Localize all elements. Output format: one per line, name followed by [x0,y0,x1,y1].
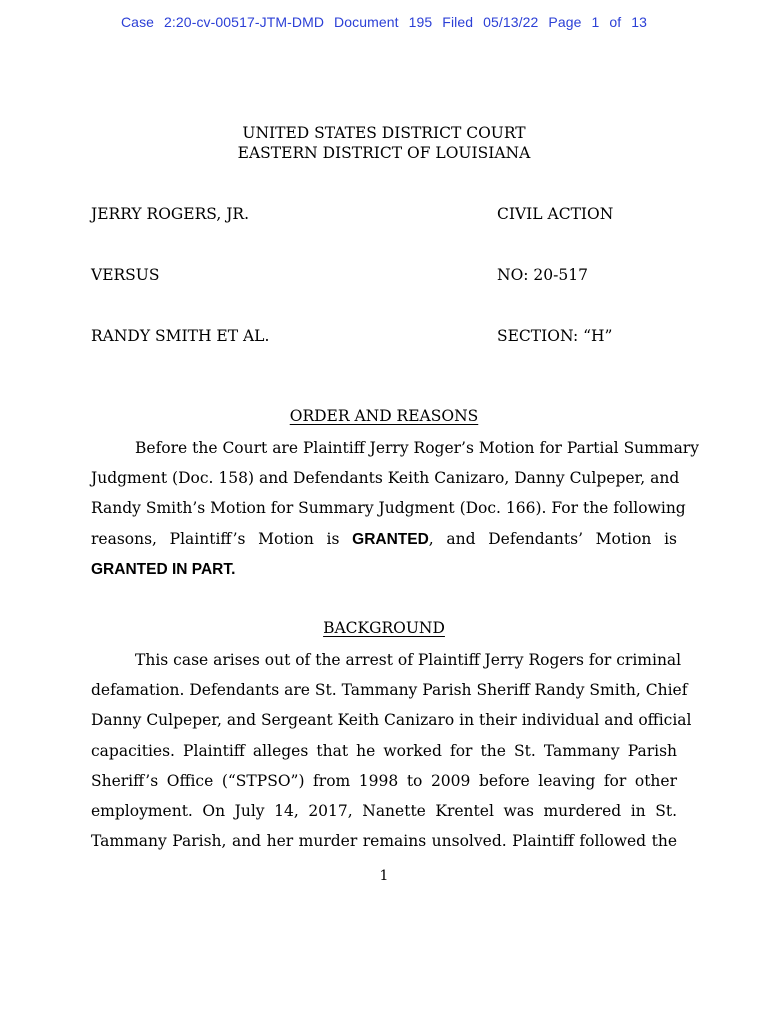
background-line-1: This case arises out of the arrest of Plaintiff Jerry Rogers for criminal [135,651,682,669]
court-name: UNITED STATES DISTRICT COURT [242,124,526,142]
background-line-3: Danny Culpeper, and Sergeant Keith Canizaro in their individual and official [91,711,692,730]
caption-civil-action: CIVIL ACTION [497,205,614,223]
ecf-header-stamp: Case 2:20-cv-00517-JTM-DMD Document 195 Filed 05/13/22 Page 1 of 13 [120,14,648,30]
page-number: 1 [379,868,389,884]
granted-in-part-text: GRANTED IN PART. [91,560,236,578]
order-paragraph [91,433,699,584]
caption-section: SECTION: “H” [497,327,613,345]
order-line-4-a: reasons, Plaintiff’s Motion is [91,529,340,548]
caption-case-number: NO: 20-517 [497,266,588,284]
order-line-5 [91,554,677,584]
order-line-4 [91,524,677,554]
order-line-4-b: , and Defendants’ Motion is [428,529,677,548]
background-line-4: capacities. Plaintiff alleges that he worked for the St. Tammany Parish [91,741,677,760]
caption-defendant: RANDY SMITH ET AL. [91,327,270,345]
order-line-2: Judgment (Doc. 158) and Defendants Keith Canizaro, Danny Culpeper, and [91,469,680,488]
background-line-5: Sheriff’s Office (“STPSO”) from 1998 to 2009 before leaving for other [91,771,677,790]
order-heading: ORDER AND REASONS [289,407,479,425]
order-line-1: Before the Court are Plaintiff Jerry Roger’s Motion for Partial Summary [135,439,699,457]
caption-versus: VERSUS [91,266,160,284]
background-line-2: defamation. Defendants are St. Tammany Parish Sheriff Randy Smith, Chief [91,681,688,700]
court-district: EASTERN DISTRICT OF LOUISIANA [237,144,531,162]
granted-text: GRANTED [352,530,429,548]
background-heading: BACKGROUND [323,619,445,637]
background-line-7: Tammany Parish, and her murder remains unsolved. Plaintiff followed the [91,832,677,851]
background-line-6: employment. On July 14, 2017, Nanette Krentel was murdered in St. [91,801,677,820]
background-paragraph [91,645,692,856]
caption-plaintiff: JERRY ROGERS, JR. [91,205,250,223]
order-line-3: Randy Smith’s Motion for Summary Judgment (Doc. 166). For the following [91,499,686,518]
